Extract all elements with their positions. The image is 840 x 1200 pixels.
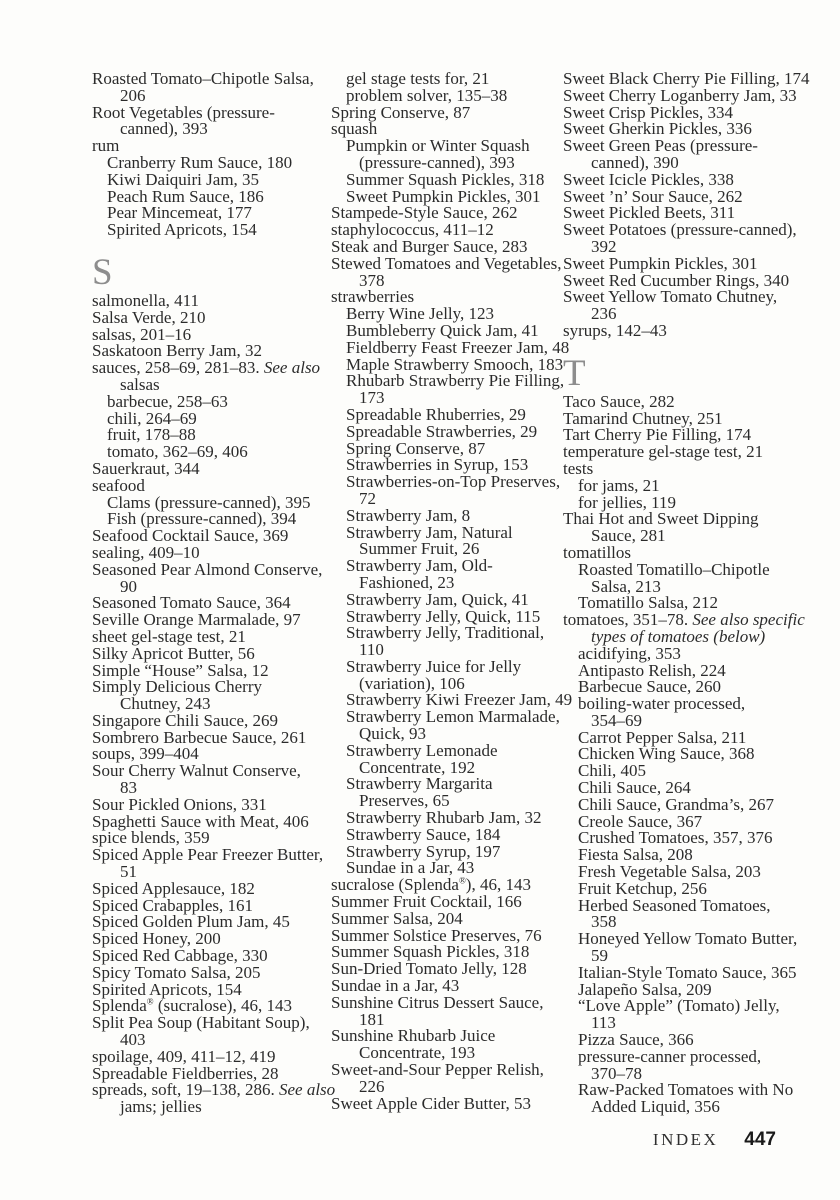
index-entry-line: Spaghetti Sauce with Meat, 406 [92, 811, 309, 831]
index-entry-line: Strawberry Jelly, Traditional, [346, 623, 545, 643]
section-letter-s: S [92, 251, 113, 293]
index-entry-line: Strawberry Jam, Quick, 41 [346, 589, 529, 609]
index-entry-line: Sweet-and-Sour Pepper Relish, [331, 1060, 544, 1080]
index-entry-line: chili, 264–69 [107, 408, 197, 428]
index-entry-line: Added Liquid, 356 [591, 1097, 720, 1117]
footer-section-title: INDEX [652, 1130, 719, 1149]
index-entry-line: Sweet Green Peas (pressure- [563, 136, 758, 156]
index-entry-line: Sundae in a Jar, 43 [331, 976, 460, 996]
index-entry-line: Berry Wine Jelly, 123 [346, 304, 495, 324]
index-entry-line: Spring Conserve, 87 [331, 102, 471, 122]
index-entry-line: 110 [359, 640, 384, 660]
index-entry-line: Simple “House” Salsa, 12 [92, 660, 269, 680]
index-entry-line: fruit, 178–88 [107, 425, 196, 445]
index-entry-line: 90 [120, 576, 137, 596]
index-entry-line: Strawberry Sauce, 184 [346, 824, 501, 844]
index-entry-line: gel stage tests for, 21 [346, 69, 490, 88]
index-entry-line: Strawberries in Syrup, 153 [346, 455, 529, 475]
index-entry-line: Seville Orange Marmalade, 97 [92, 610, 301, 630]
index-entry-line: Chicken Wing Sauce, 368 [578, 744, 755, 764]
index-entry-line: squash [331, 119, 378, 139]
index-entry-line: Sour Pickled Onions, 331 [92, 794, 267, 814]
index-entry-line: Spreadable Fieldberries, 28 [92, 1063, 279, 1083]
index-entry-line: canned), 393 [120, 119, 208, 139]
index-entry-line: tomatoes, 351–78. See also specific [563, 610, 805, 630]
index-entry-line: 358 [591, 912, 617, 932]
index-entry-line: Antipasto Relish, 224 [578, 660, 726, 680]
index-entry-line: Raw-Packed Tomatoes with No [578, 1080, 794, 1100]
index-entry-line: spoilage, 409, 411–12, 419 [92, 1046, 276, 1066]
index-entry-line: Tamarind Chutney, 251 [563, 408, 723, 428]
index-entry-line: Spiced Honey, 200 [92, 929, 221, 949]
index-entry-line: 354–69 [591, 710, 642, 730]
index-entry-line: Tomatillo Salsa, 212 [578, 593, 718, 613]
index-entry-line: temperature gel-stage test, 21 [563, 442, 764, 462]
index-entry-line: Saskatoon Berry Jam, 32 [92, 341, 262, 361]
index-entry-line: sucralose (Splenda®), 46, 143 [331, 875, 531, 895]
index-entry-line: syrups, 142–43 [563, 320, 667, 340]
index-entry-line: barbecue, 258–63 [107, 391, 228, 411]
index-entry-line: acidifying, 353 [578, 643, 681, 663]
index-entry-line: Spirited Apricots, 154 [107, 220, 257, 240]
index-entry-line: Sunshine Rhubarb Juice [331, 1026, 496, 1046]
index-entry-line: Kiwi Daiquiri Jam, 35 [107, 169, 260, 189]
index-entry-line: Summer Solstice Preserves, 76 [331, 925, 542, 945]
index-entry-line: 51 [120, 862, 137, 882]
index-entry-line: 392 [591, 236, 617, 256]
index-entry-line: soups, 399–404 [92, 744, 199, 764]
index-entry-line: Strawberry Margarita [346, 774, 493, 794]
index-entry-line: types of tomatoes (below) [591, 626, 766, 646]
index-entry-line: Spiced Golden Plum Jam, 45 [92, 912, 290, 932]
index-entry-line: Simply Delicious Cherry [92, 677, 262, 697]
index-entry-line: Seafood Cocktail Sauce, 369 [92, 526, 289, 546]
index-entry-line: Spiced Crabapples, 161 [92, 895, 253, 915]
index-entry-line: Sunshine Citrus Dessert Sauce, [331, 992, 544, 1012]
index-entry-line: Herbed Seasoned Tomatoes, [578, 895, 771, 915]
index-entry-line: Thai Hot and Sweet Dipping [563, 509, 759, 529]
index-entry-line: Chili Sauce, Grandma’s, 267 [578, 794, 774, 814]
index-entry-line: Chili, 405 [578, 761, 647, 781]
index-entry-line: Crushed Tomatoes, 357, 376 [578, 828, 773, 848]
index-entry-line: Root Vegetables (pressure- [92, 102, 275, 122]
index-entry-line: Creole Sauce, 367 [578, 811, 703, 831]
index-entry-line: Spring Conserve, 87 [346, 438, 486, 458]
index-entry-line: Salsa, 213 [591, 576, 661, 596]
index-entry-line: Spreadable Strawberries, 29 [346, 421, 538, 441]
index-entry-line: Rhubarb Strawberry Pie Filling, [346, 371, 565, 391]
index-entry-line: Roasted Tomatillo–Chipotle [578, 559, 770, 579]
index-entry-line: Sweet Cherry Loganberry Jam, 33 [563, 85, 797, 105]
index-entry-line: Strawberry Lemon Marmalade, [346, 707, 560, 727]
index-entry-line: Split Pea Soup (Habitant Soup), [92, 1013, 310, 1033]
index-entry-line: Summer Fruit, 26 [359, 539, 480, 559]
index-entry-line: jams; jellies [120, 1097, 202, 1117]
index-entry-line: Spiced Red Cabbage, 330 [92, 946, 268, 966]
index-entry-line: Cranberry Rum Sauce, 180 [107, 152, 293, 172]
index-entry-line: 72 [359, 488, 376, 508]
index-entry-line: sauces, 258–69, 281–83. See also [92, 358, 321, 378]
index-entry-line: salsas [120, 374, 160, 394]
index-entry-line: Summer Fruit Cocktail, 166 [331, 892, 522, 912]
index-entry-line: Sauerkraut, 344 [92, 458, 200, 478]
index-column-3 [563, 69, 810, 1117]
index-entry-line: Strawberry Kiwi Freezer Jam, 49 [346, 690, 573, 710]
index-entry-line: Spreadable Rhuberries, 29 [346, 404, 526, 424]
index-entry-line: (variation), 106 [359, 673, 465, 693]
index-entry-line: Sweet Potatoes (pressure-canned), [563, 220, 797, 240]
index-entry-line: tomatillos [563, 542, 631, 562]
index-entry-line: Peach Rum Sauce, 186 [107, 186, 264, 206]
index-entry-line: Seasoned Tomato Sauce, 364 [92, 593, 291, 613]
index-entry-line: boiling-water processed, [578, 694, 746, 714]
index-entry-line: Pumpkin or Winter Squash [346, 136, 530, 156]
index-entry-line: problem solver, 135–38 [346, 85, 508, 105]
index-entry-line: Chutney, 243 [120, 694, 211, 714]
index-entry-line: “Love Apple” (Tomato) Jelly, [578, 996, 780, 1016]
index-entry-line: Sun-Dried Tomato Jelly, 128 [331, 959, 527, 979]
index-entry-line: Sweet Black Cherry Pie Filling, 174 [563, 69, 810, 88]
index-entry-line: Strawberry Syrup, 197 [346, 841, 501, 861]
index-entry-line: spice blends, 359 [92, 828, 210, 848]
index-entry-line: Fresh Vegetable Salsa, 203 [578, 862, 761, 882]
index-entry-line: Seasoned Pear Almond Conserve, [92, 559, 323, 579]
index-entry-line: Sweet Red Cucumber Rings, 340 [563, 270, 790, 290]
index-entry-line: Fiesta Salsa, 208 [578, 845, 693, 865]
index-entry-line: Steak and Burger Sauce, 283 [331, 236, 528, 256]
index-entry-line: Fruit Ketchup, 256 [578, 878, 707, 898]
index-entry-line: Pizza Sauce, 366 [578, 1030, 694, 1050]
index-entry-line: canned), 390 [591, 152, 679, 172]
index-entry-line: Bumbleberry Quick Jam, 41 [346, 320, 539, 340]
index-entry-line: rum [92, 136, 120, 156]
index-entry-line: Jalapeño Salsa, 209 [578, 979, 712, 999]
index-entry-line: Sweet ’n’ Sour Sauce, 262 [563, 186, 743, 206]
index-entry-line: Fish (pressure-canned), 394 [107, 509, 297, 529]
index-entry-line: staphylococcus, 411–12 [331, 220, 494, 240]
page-footer [653, 1129, 776, 1151]
index-entry-line: Spiced Apple Pear Freezer Butter, [92, 845, 324, 865]
index-entry-line: Carrot Pepper Salsa, 211 [578, 727, 747, 747]
index-entry-line: Summer Salsa, 204 [331, 908, 463, 928]
index-entry-line: Sauce, 281 [591, 526, 666, 546]
index-entry-line: 113 [591, 1013, 616, 1033]
index-entry-line: Sombrero Barbecue Sauce, 261 [92, 727, 307, 747]
index-entry-line: Concentrate, 193 [359, 1043, 476, 1063]
index-entry-line: Sundae in a Jar, 43 [346, 858, 475, 878]
index-entry-line: Salsa Verde, 210 [92, 307, 206, 327]
index-entry-line: pressure-canner processed, [578, 1046, 762, 1066]
index-entry-line: Tart Cherry Pie Filling, 174 [563, 425, 752, 445]
index-entry-line: Fieldberry Feast Freezer Jam, 48 [346, 337, 570, 357]
index-column-1 [92, 69, 336, 1117]
index-entry-line: Sweet Gherkin Pickles, 336 [563, 119, 752, 139]
index-entry-line: Sweet Crisp Pickles, 334 [563, 102, 733, 122]
index-entry-line: 83 [120, 778, 137, 798]
index-entry-line: Barbecue Sauce, 260 [578, 677, 722, 697]
index-entry-line: Taco Sauce, 282 [563, 391, 675, 411]
index-entry-line: sealing, 409–10 [92, 542, 200, 562]
index-entry-line: Singapore Chili Sauce, 269 [92, 710, 279, 730]
index-entry-line: 226 [359, 1076, 385, 1096]
index-entry-line: Maple Strawberry Smooch, 183 [346, 354, 564, 374]
index-entry-line: sheet gel-stage test, 21 [92, 626, 246, 646]
footer-page-number: 447 [744, 1129, 776, 1150]
index-entry-line: Fashioned, 23 [359, 572, 455, 592]
index-entry-line: Sweet Yellow Tomato Chutney, [563, 287, 778, 307]
index-entry-line: Summer Squash Pickles, 318 [346, 169, 545, 189]
index-entry-line: 59 [591, 946, 608, 966]
index-entry-line: spreads, soft, 19–138, 286. See also [92, 1080, 336, 1100]
index-entry-line: for jellies, 119 [578, 492, 677, 512]
index-entry-line: Spirited Apricots, 154 [92, 979, 242, 999]
index-entry-line: (pressure-canned), 393 [359, 152, 515, 172]
index-entry-line: Concentrate, 192 [359, 757, 476, 777]
index-entry-line: for jams, 21 [578, 475, 660, 495]
index-entry-line: Sweet Apple Cider Butter, 53 [331, 1093, 531, 1113]
index-entry-line: Pear Mincemeat, 177 [107, 203, 252, 223]
index-entry-line: Clams (pressure-canned), 395 [107, 492, 311, 512]
index-entry-line: Sweet Pumpkin Pickles, 301 [563, 253, 758, 273]
index-entry-line: Sweet Icicle Pickles, 338 [563, 169, 734, 189]
index-entry-line: seafood [92, 475, 145, 495]
index-entry-line: Spicy Tomato Salsa, 205 [92, 962, 261, 982]
index-entry-line: Strawberry Rhubarb Jam, 32 [346, 808, 542, 828]
index-entry-line: Chili Sauce, 264 [578, 778, 691, 798]
index-entry-line: Sour Cherry Walnut Conserve, [92, 761, 301, 781]
index-entry-line: Summer Squash Pickles, 318 [331, 942, 530, 962]
index-entry-line: Roasted Tomato–Chipotle Salsa, [92, 69, 314, 88]
index-entry-line: Strawberries-on-Top Preserves, [346, 472, 561, 492]
index-entry-line: salsas, 201–16 [92, 324, 192, 344]
index-entry-line: Sweet Pumpkin Pickles, 301 [346, 186, 541, 206]
index-entry-line: Sweet Pickled Beets, 311 [563, 203, 736, 223]
index-entry-line: Strawberry Jelly, Quick, 115 [346, 606, 541, 626]
index-entry-line: 181 [359, 1009, 385, 1029]
section-letter-t: T [563, 352, 586, 394]
index-entry-line: Stampede-Style Sauce, 262 [331, 203, 518, 223]
index-entry-line: 370–78 [591, 1063, 642, 1083]
index-entry-line: Spiced Applesauce, 182 [92, 878, 255, 898]
index-entry-line: tests [563, 458, 594, 478]
index-entry-line: Strawberry Lemonade [346, 740, 498, 760]
index-entry-line: 206 [120, 85, 146, 105]
index-entry-line: Italian-Style Tomato Sauce, 365 [578, 962, 797, 982]
index-entry-line: 403 [120, 1030, 146, 1050]
index-entry-line: Quick, 93 [359, 724, 427, 744]
index-column-2 [331, 69, 573, 1113]
index-entry-line: tomato, 362–69, 406 [107, 442, 248, 462]
index-entry-line: Strawberry Juice for Jelly [346, 656, 522, 676]
index-entry-line: 173 [359, 388, 385, 408]
index-entry-line: Silky Apricot Butter, 56 [92, 643, 255, 663]
index-entry-line: Strawberry Jam, Natural [346, 522, 513, 542]
index-entry-line: Splenda® (sucralose), 46, 143 [92, 996, 292, 1016]
index-entry-line: Stewed Tomatoes and Vegetables, [331, 253, 562, 273]
index-entry-line: Strawberry Jam, Old- [346, 556, 493, 576]
index-entry-line: Preserves, 65 [359, 791, 450, 811]
index-entry-line: strawberries [331, 287, 415, 307]
index-entry-line: Honeyed Yellow Tomato Butter, [578, 929, 798, 949]
index-entry-line: 236 [591, 304, 617, 324]
index-entry-line: Strawberry Jam, 8 [346, 505, 471, 525]
index-entry-line: salmonella, 411 [92, 290, 200, 310]
index-entry-line: 378 [359, 270, 385, 290]
